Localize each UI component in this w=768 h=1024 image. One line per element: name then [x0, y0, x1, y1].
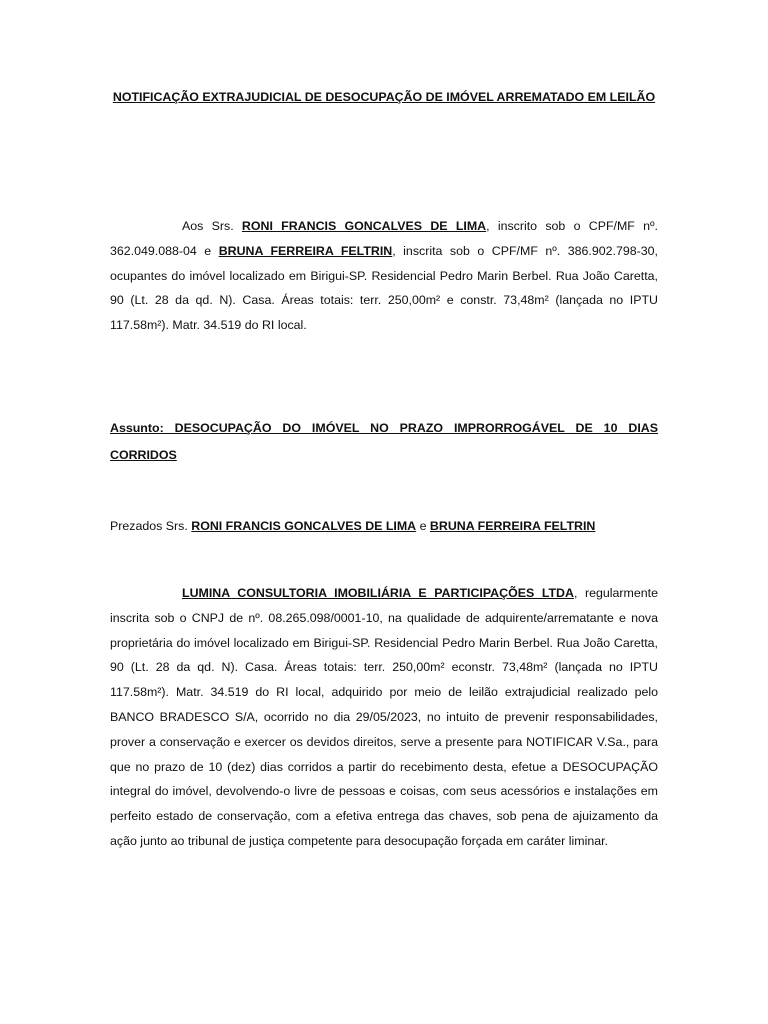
- addressee-rest: , inscrita sob o CPF/MF nº. 386.902.798-30, ocupantes do imóvel localizado em Birigui-SP. Residencial Pedro Marin Berbel. Rua João Caretta, 90 (Lt. 28 da qd. N). Casa. Áreas totais: terr. 250,00m² e constr. 73,48m² (lançada no IPTU 117.58m²). Matr. 34.519 do RI local.: [110, 243, 658, 333]
- body-text: , regularmente inscrita sob o CNPJ de nº. 08.265.098/0001-10, na qualidade de adquirente/arrematante e nova proprietária do imóvel localizado em Birigui-SP. Residencial Pedro Marin Berbel. Rua João Caretta, 90 (Lt. 28 da qd. N). Casa. Áreas totais: terr. 250,00m² econstr. 73,48m² (lançada no IPTU 117.58m²). Matr. 34.519 do RI local, adquirido por meio de leilão extrajudicial realizado pelo BANCO BRADESCO S/A, ocorrido no dia 29/05/2023, no intuito de prevenir responsabilidades, prover a conservação e exercer os devidos direitos, serve a presente para NOTIFICAR V.Sa., para que no prazo de 10 (dez) dias corridos a partir do recebimento desta, efetue a DESOCUPAÇÃO integral do imóvel, devolvendo-o livre de pessoas e coisas, com seus acessórios e instalações em perfeito estado de conservação, com a efetiva entrega das chaves, sob pena de ajuizamento da ação junto ao tribunal de justiça competente para desocupação forçada em caráter liminar.: [110, 586, 658, 848]
- addressee-prefix: Aos Srs.: [182, 219, 242, 233]
- document-title: NOTIFICAÇÃO EXTRAJUDICIAL DE DESOCUPAÇÃO DE IMÓVEL ARREMATADO EM LEILÃO: [112, 90, 656, 104]
- addressee-name-1: RONI FRANCIS GONCALVES DE LIMA: [241, 219, 487, 233]
- greeting-prefix: Prezados Srs.: [110, 519, 192, 533]
- subject-text: Assunto: DESOCUPAÇÃO DO IMÓVEL NO PRAZO IMPRORROGÁVEL DE 10 DIAS CORRIDOS: [110, 421, 658, 462]
- addressee-mid: , inscrito sob o CPF/MF nº. 362.049.088-04 e: [110, 219, 658, 258]
- company-name: LUMINA CONSULTORIA IMOBILIÁRIA E PARTICIPAÇÕES LTDA: [182, 586, 574, 600]
- notification-body-paragraph: [110, 581, 658, 854]
- greeting-conj: e: [416, 519, 430, 533]
- greeting-name-1: RONI FRANCIS GONCALVES DE LIMA: [191, 519, 417, 533]
- addressee-name-2: BRUNA FERREIRA FELTRIN: [218, 243, 393, 258]
- addressee-paragraph: [110, 214, 658, 338]
- greeting-name-2: BRUNA FERREIRA FELTRIN: [429, 519, 596, 533]
- greeting-line: [110, 514, 658, 539]
- subject-line: [110, 415, 658, 469]
